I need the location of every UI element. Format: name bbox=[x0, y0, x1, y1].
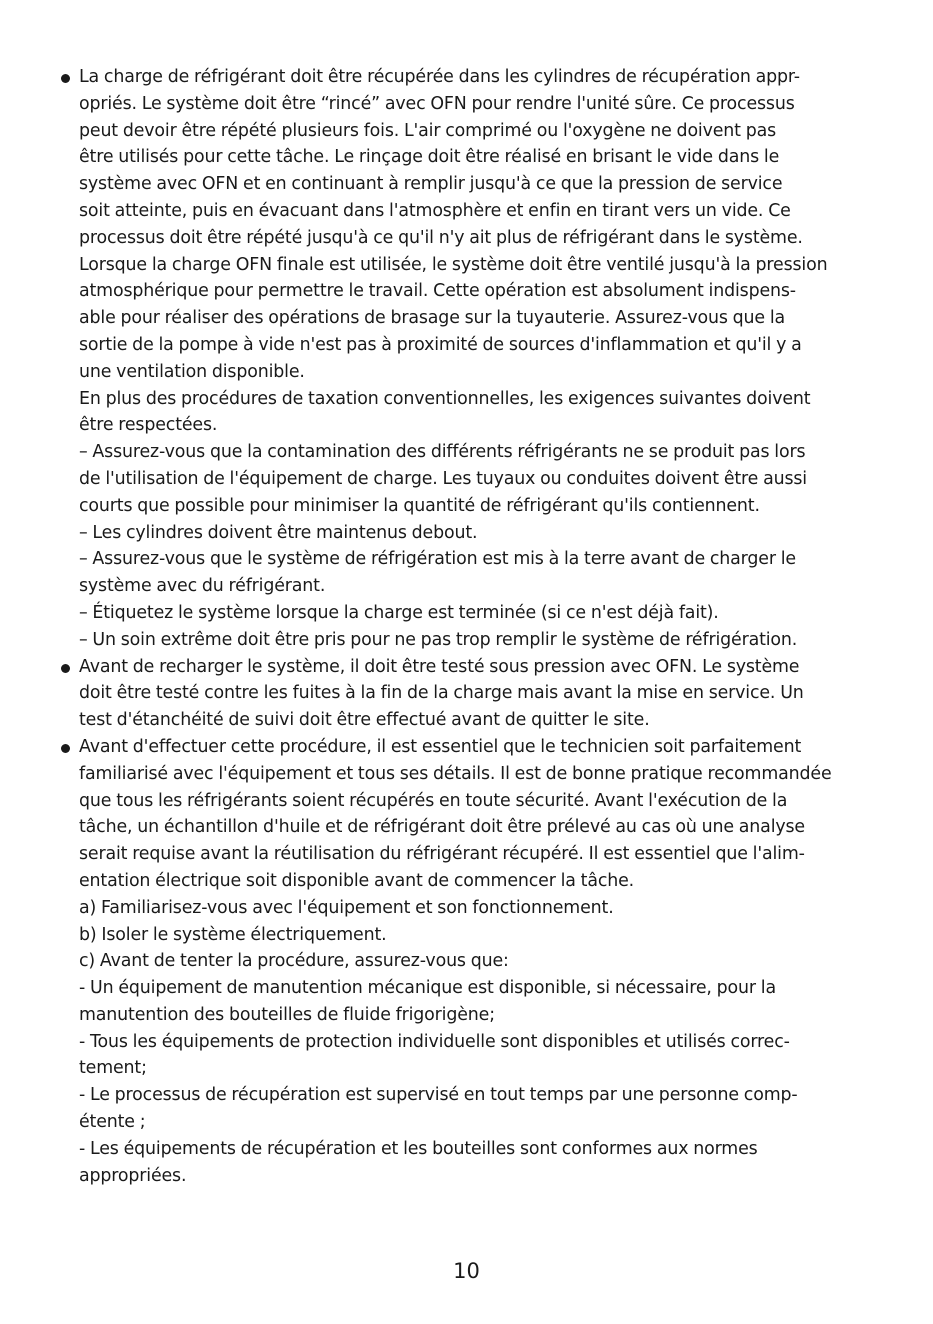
line-text: able pour réaliser des opérations de brasage sur la tuyauterie. Assurez-vous que la bbox=[79, 308, 786, 329]
line-text: soit atteinte, puis en évacuant dans l'atmosphère et enfin en tirant vers un vide. Ce bbox=[79, 200, 791, 221]
text-line bbox=[0, 654, 933, 681]
line-text: - Les équipements de récupération et les bouteilles sont conformes aux normes bbox=[79, 1138, 758, 1159]
line-text: peut devoir être répété plusieurs fois. L'air comprimé ou l'oxygène ne doivent pas bbox=[79, 120, 777, 141]
text-line bbox=[0, 546, 933, 573]
text-line bbox=[0, 1163, 933, 1190]
line-text: de l'utilisation de l'équipement de charge. Les tuyaux ou conduites doivent être aussi bbox=[79, 468, 807, 489]
text-line bbox=[0, 841, 933, 868]
line-text: familiarisé avec l'équipement et tous ses détails. Il est de bonne pratique recommandée bbox=[79, 763, 832, 784]
line-text: processus doit être répété jusqu'à ce qu'il n'y ait plus de réfrigérant dans le système. bbox=[79, 227, 803, 248]
text-line bbox=[0, 975, 933, 1002]
line-text: manutention des bouteilles de fluide frigorigène; bbox=[79, 1004, 495, 1025]
text-line bbox=[0, 332, 933, 359]
text-line bbox=[0, 144, 933, 171]
line-text: système avec du réfrigérant. bbox=[79, 576, 326, 597]
text-line bbox=[0, 386, 933, 413]
bullet-icon bbox=[61, 744, 70, 753]
text-line bbox=[0, 225, 933, 252]
text-line bbox=[0, 64, 933, 91]
line-text: b) Isoler le système électriquement. bbox=[79, 924, 387, 945]
text-line bbox=[0, 707, 933, 734]
line-text: être utilisés pour cette tâche. Le rinçage doit être réalisé en brisant le vide dans le bbox=[79, 147, 780, 168]
line-text: En plus des procédures de taxation conventionnelles, les exigences suivantes doivent bbox=[79, 388, 811, 409]
text-line bbox=[0, 761, 933, 788]
line-text: Avant d'effectuer cette procédure, il est essentiel que le technicien soit parfaitement bbox=[79, 736, 802, 757]
text-line bbox=[0, 680, 933, 707]
text-line bbox=[0, 412, 933, 439]
text-line bbox=[0, 1055, 933, 1082]
text-line bbox=[0, 493, 933, 520]
line-text: doit être testé contre les fuites à la fin de la charge mais avant la mise en service. Un bbox=[79, 683, 804, 704]
line-text: système avec OFN et en continuant à remplir jusqu'à ce que la pression de service bbox=[79, 174, 783, 195]
line-text: La charge de réfrigérant doit être récupérée dans les cylindres de récupération appr- bbox=[79, 67, 800, 87]
text-line bbox=[0, 734, 933, 761]
bullet-icon bbox=[61, 664, 70, 673]
line-text: – Les cylindres doivent être maintenus debout. bbox=[79, 522, 478, 543]
line-text: entation électrique soit disponible avant de commencer la tâche. bbox=[79, 870, 635, 891]
text-line bbox=[0, 439, 933, 466]
text-line bbox=[0, 1002, 933, 1029]
text-line bbox=[0, 922, 933, 949]
text-line bbox=[0, 573, 933, 600]
line-text: – Assurez-vous que le système de réfrigération est mis à la terre avant de charger le bbox=[79, 549, 796, 570]
line-text: étente ; bbox=[79, 1112, 146, 1133]
text-line bbox=[0, 788, 933, 815]
text-line bbox=[0, 91, 933, 118]
line-text: opriés. Le système doit être “rincé” avec OFN pour rendre l'unité sûre. Ce processus bbox=[79, 93, 795, 114]
line-text: que tous les réfrigérants soient récupérés en toute sécurité. Avant l'exécution de la bbox=[79, 790, 788, 811]
line-text: Lorsque la charge OFN finale est utilisée, le système doit être ventilé jusqu'à la pression bbox=[79, 254, 828, 275]
bullet-icon bbox=[61, 74, 70, 83]
text-line bbox=[0, 1136, 933, 1163]
line-text: - Le processus de récupération est supervisé en tout temps par une personne comp- bbox=[79, 1085, 798, 1106]
text-line bbox=[0, 118, 933, 145]
line-text: c) Avant de tenter la procédure, assurez-vous que: bbox=[79, 951, 509, 972]
text-line bbox=[0, 600, 933, 627]
line-text: serait requise avant la réutilisation du réfrigérant récupéré. Il est essentiel que l'alim- bbox=[79, 844, 805, 865]
line-text: appropriées. bbox=[79, 1165, 187, 1186]
text-line bbox=[0, 1082, 933, 1109]
text-line bbox=[0, 198, 933, 225]
line-text: courts que possible pour minimiser la quantité de réfrigérant qu'ils contiennent. bbox=[79, 495, 760, 516]
line-text: a) Familiarisez-vous avec l'équipement et son fonctionnement. bbox=[79, 897, 614, 918]
text-line bbox=[0, 1109, 933, 1136]
text-line bbox=[0, 814, 933, 841]
line-text: tement; bbox=[79, 1058, 147, 1079]
text-line bbox=[0, 252, 933, 279]
text-line bbox=[0, 359, 933, 386]
line-text: – Étiquetez le système lorsque la charge est terminée (si ce n'est déjà fait). bbox=[79, 602, 719, 623]
text-line bbox=[0, 895, 933, 922]
line-text: – Un soin extrême doit être pris pour ne pas trop remplir le système de réfrigération. bbox=[79, 629, 798, 650]
line-text: tâche, un échantillon d'huile et de réfrigérant doit être prélevé au cas où une analyse bbox=[79, 817, 805, 838]
line-text: Avant de recharger le système, il doit être testé sous pression avec OFN. Le système bbox=[79, 656, 800, 677]
line-text: une ventilation disponible. bbox=[79, 361, 305, 382]
text-line bbox=[0, 1029, 933, 1056]
text-line bbox=[0, 278, 933, 305]
line-text: atmosphérique pour permettre le travail. Cette opération est absolument indispens- bbox=[79, 281, 796, 302]
text-line bbox=[0, 305, 933, 332]
text-line bbox=[0, 520, 933, 547]
line-text: sortie de la pompe à vide n'est pas à proximité de sources d'inflammation et qu'il y a bbox=[79, 334, 802, 355]
line-text: – Assurez-vous que la contamination des différents réfrigérants ne se produit pas lors bbox=[79, 442, 806, 463]
text-line bbox=[0, 171, 933, 198]
text-line bbox=[0, 466, 933, 493]
text-line bbox=[0, 948, 933, 975]
line-text: test d'étanchéité de suivi doit être effectué avant de quitter le site. bbox=[79, 710, 650, 731]
line-text: - Tous les équipements de protection individuelle sont disponibles et utilisés correc- bbox=[79, 1031, 790, 1052]
line-text: - Un équipement de manutention mécanique est disponible, si nécessaire, pour la bbox=[79, 978, 776, 999]
document-body bbox=[0, 64, 933, 1189]
text-line bbox=[0, 868, 933, 895]
text-line bbox=[0, 627, 933, 654]
line-text: être respectées. bbox=[79, 415, 218, 436]
page-number: 10 bbox=[453, 1259, 480, 1283]
